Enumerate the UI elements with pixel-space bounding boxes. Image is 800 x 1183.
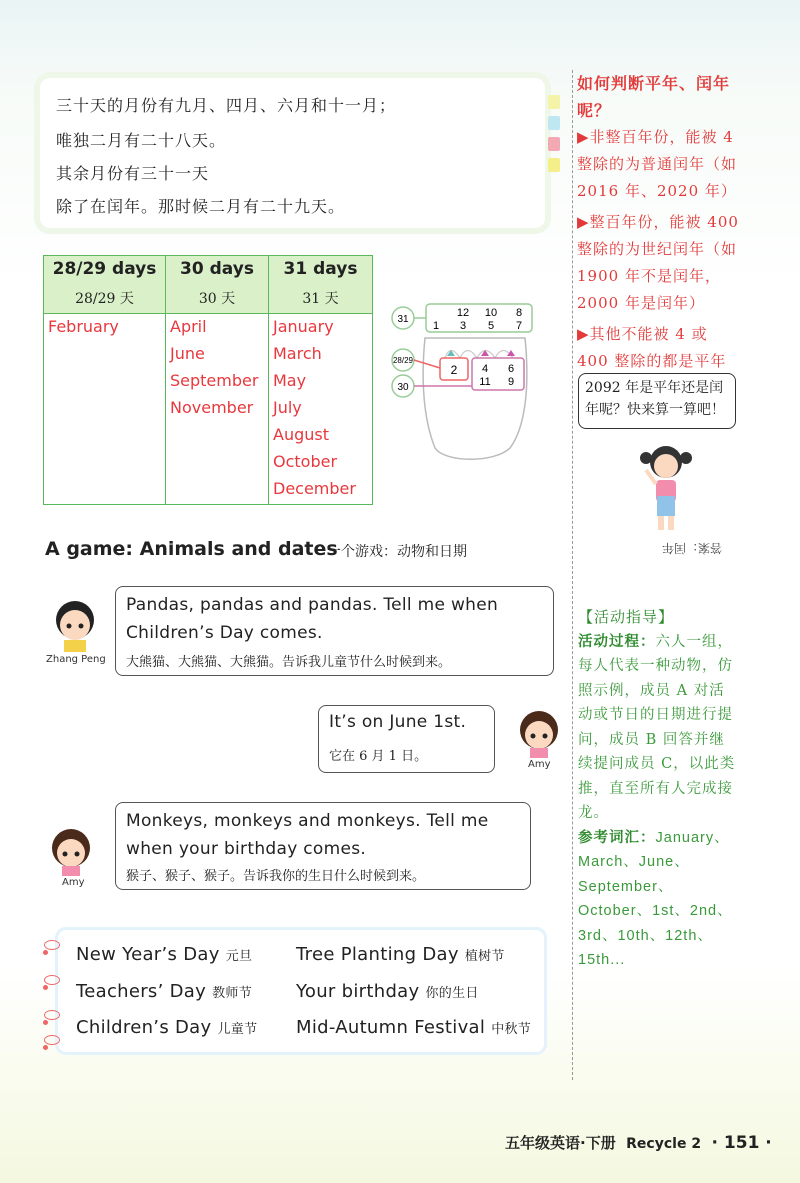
section-subtitle: 一个游戏：动物和日期 [327, 544, 467, 560]
leg [658, 516, 664, 530]
label-31: 31 [397, 314, 409, 325]
festival-zh: 植树节 [464, 949, 505, 964]
binder-dot-icon [43, 985, 48, 990]
festival-en: Teachers’ Day [76, 981, 207, 1002]
question-bubble: 2092 年是平年还是闰年呢？快来算一算吧！ [578, 373, 736, 429]
festival-zh: 教师节 [212, 986, 253, 1001]
rhyme-line: 其余月份有三十一天 [56, 164, 210, 183]
festival-en: Mid-Autumn Festival [296, 1017, 486, 1038]
page-footer [505, 1132, 772, 1153]
label-30: 30 [397, 382, 409, 393]
festival-en: Your birthday [296, 981, 420, 1002]
guide-words-text: January、March、June、September、October、1st、2nd、3rd、10th、12th、15th... [578, 829, 733, 968]
festival-zh: 中秋节 [491, 1022, 532, 1037]
speaker-name: Zhang Peng [46, 654, 106, 665]
color-tab [548, 116, 560, 130]
month-cell: February [48, 317, 119, 336]
month-cell: September [170, 371, 259, 390]
month-cell: October [273, 452, 338, 471]
zhang-peng-avatar [50, 598, 100, 653]
face [525, 721, 553, 749]
guide-process-text: 六人一组，每人代表一种动物，仿照示例，成员 A 对活动或节日的日期进行提问，成员 B 回答并继续提问成员 C，以此类推，直至所有人完成接龙。 [578, 633, 736, 821]
section-title: A game: Animals and dates [45, 538, 338, 560]
shirt [530, 748, 548, 758]
sidebar-point-2: ▶整百年份，能被 400 整除的为世纪闰年（如 1900 年不是闰年，2000 年是闰年） [577, 213, 739, 312]
festival-item [76, 1017, 257, 1038]
festival-zh: 元旦 [225, 949, 253, 964]
num-2: 2 [450, 363, 458, 377]
num-9: 9 [507, 376, 515, 388]
festival-en: Tree Planting Day [296, 944, 459, 965]
header-31-days: 31 days [283, 259, 358, 279]
num-1: 1 [432, 320, 440, 332]
speech-en-line: It’s on June 1st. [329, 712, 467, 732]
festival-item [76, 981, 252, 1002]
month-cell: August [273, 425, 329, 444]
page-number: · 151 · [711, 1133, 772, 1153]
speech-en-line: Monkeys, monkeys and monkeys. Tell me [126, 811, 489, 831]
guide-process-label: 活动过程： [578, 632, 656, 650]
speech-en-line: Pandas, pandas and pandas. Tell me when [126, 595, 499, 615]
speaker-name: Amy [528, 759, 551, 770]
shirt [64, 640, 86, 652]
binder-ring-icon [44, 975, 60, 985]
color-tab [548, 95, 560, 109]
header-28-29-days: 28/29 days [52, 259, 157, 279]
unit-label: Recycle 2 [626, 1136, 702, 1152]
eye [543, 734, 548, 739]
speech-zh-line: 它在 6 月 1 日。 [329, 749, 428, 764]
color-tab [548, 137, 560, 151]
sidebar [565, 70, 780, 375]
color-tab [548, 158, 560, 172]
overalls [657, 496, 675, 516]
label-2829: 28/29 [392, 356, 414, 365]
month-cell: March [273, 344, 322, 363]
binder-dot-icon [43, 950, 48, 955]
guide-title: 【活动指导】 [578, 608, 675, 626]
binder-ring-icon [44, 1010, 60, 1020]
month-cell: December [273, 479, 356, 498]
num-8: 8 [515, 307, 523, 319]
shirt [62, 866, 80, 876]
month-cell: June [170, 344, 205, 363]
eye [531, 734, 536, 739]
connector [414, 360, 440, 368]
festival-en: Children’s Day [76, 1017, 212, 1038]
sidebar-point-3: ▶其他不能被 4 或 400 整除的都是平年 [577, 325, 727, 370]
rhyme-line: 唯独二月有二十八天。 [56, 131, 227, 150]
speech-zh-line: 猴子、猴子、猴子。告诉我你的生日什么时候到来。 [126, 869, 426, 884]
festival-en: New Year’s Day [76, 944, 220, 965]
hair-bun [640, 452, 652, 464]
leg [668, 516, 674, 530]
month-cell: January [273, 317, 334, 336]
speaker-name: Amy [62, 877, 85, 888]
num-5: 5 [487, 320, 495, 332]
face [57, 839, 85, 867]
header-30-days: 30 days [180, 259, 254, 279]
sidebar-point-1: ▶非整百年份，能被 4 整除的为普通闰年（如 2016 年、2020 年） [577, 128, 738, 200]
header-31-zh: 31 天 [302, 291, 339, 307]
answer-credit: 答案：闰年 [662, 541, 723, 555]
speech-bubble-amy-reply [318, 705, 495, 773]
binder-dot-icon [43, 1020, 48, 1025]
knuckle-lines [445, 351, 513, 359]
binder-ring-icon [44, 940, 60, 950]
eye [75, 852, 80, 857]
header-30-zh: 30 天 [198, 291, 236, 307]
header-28-29-zh: 28/29 天 [75, 291, 134, 307]
festival-vocab-box [58, 930, 544, 1052]
num-11: 11 [479, 376, 491, 388]
color-tabs [548, 95, 560, 179]
speech-en-line: Children’s Day comes. [126, 623, 323, 643]
eye [63, 852, 68, 857]
num-6: 6 [507, 363, 515, 375]
amy-avatar [514, 708, 564, 758]
speech-bubble-amy-question [115, 802, 531, 890]
rhyme-box [40, 78, 545, 228]
festival-zh: 你的生日 [425, 986, 479, 1001]
festival-zh: 儿童节 [217, 1022, 258, 1037]
speech-zh-line: 大熊猫、大熊猫、大熊猫。告诉我儿童节什么时候到来。 [126, 655, 452, 670]
festival-item [296, 1017, 531, 1038]
num-3: 3 [459, 320, 467, 332]
binder-dot-icon [43, 1045, 48, 1050]
knuckle-month-diagram [385, 298, 545, 468]
month-cell: July [273, 398, 302, 417]
month-cell: May [273, 371, 307, 390]
eye [79, 624, 84, 629]
guide-process [578, 630, 740, 826]
sidebar-title: 如何判断平年、闰年呢？ [577, 74, 731, 120]
speech-en-line: when your birthday comes. [126, 839, 367, 859]
hair-bun [680, 452, 692, 464]
guide-words [578, 826, 740, 973]
rhyme-line: 三十天的月份有九月、四月、六月和十一月； [56, 96, 397, 115]
guide-words-label: 参考词汇： [578, 828, 656, 846]
festival-item [296, 944, 505, 965]
eye [67, 624, 72, 629]
months-table [43, 255, 373, 505]
book-title: 五年级英语·下册 [505, 1134, 616, 1152]
num-7: 7 [515, 320, 523, 332]
amy-avatar [46, 826, 96, 876]
binder-ring-icon [44, 1035, 60, 1045]
num-4: 4 [481, 363, 489, 375]
activity-guide [578, 605, 740, 973]
festival-item [76, 944, 252, 965]
face [654, 454, 678, 478]
month-cell: November [170, 398, 254, 417]
rhyme-line: 除了在闰年。那时候二月有二十九天。 [56, 197, 346, 216]
festival-item [296, 981, 479, 1002]
girl-illustration [636, 440, 696, 535]
num-12: 12 [456, 307, 470, 319]
num-10: 10 [484, 307, 498, 319]
month-cell: April [170, 317, 207, 336]
speech-bubble-zhang-peng [115, 586, 554, 676]
face [60, 610, 90, 640]
